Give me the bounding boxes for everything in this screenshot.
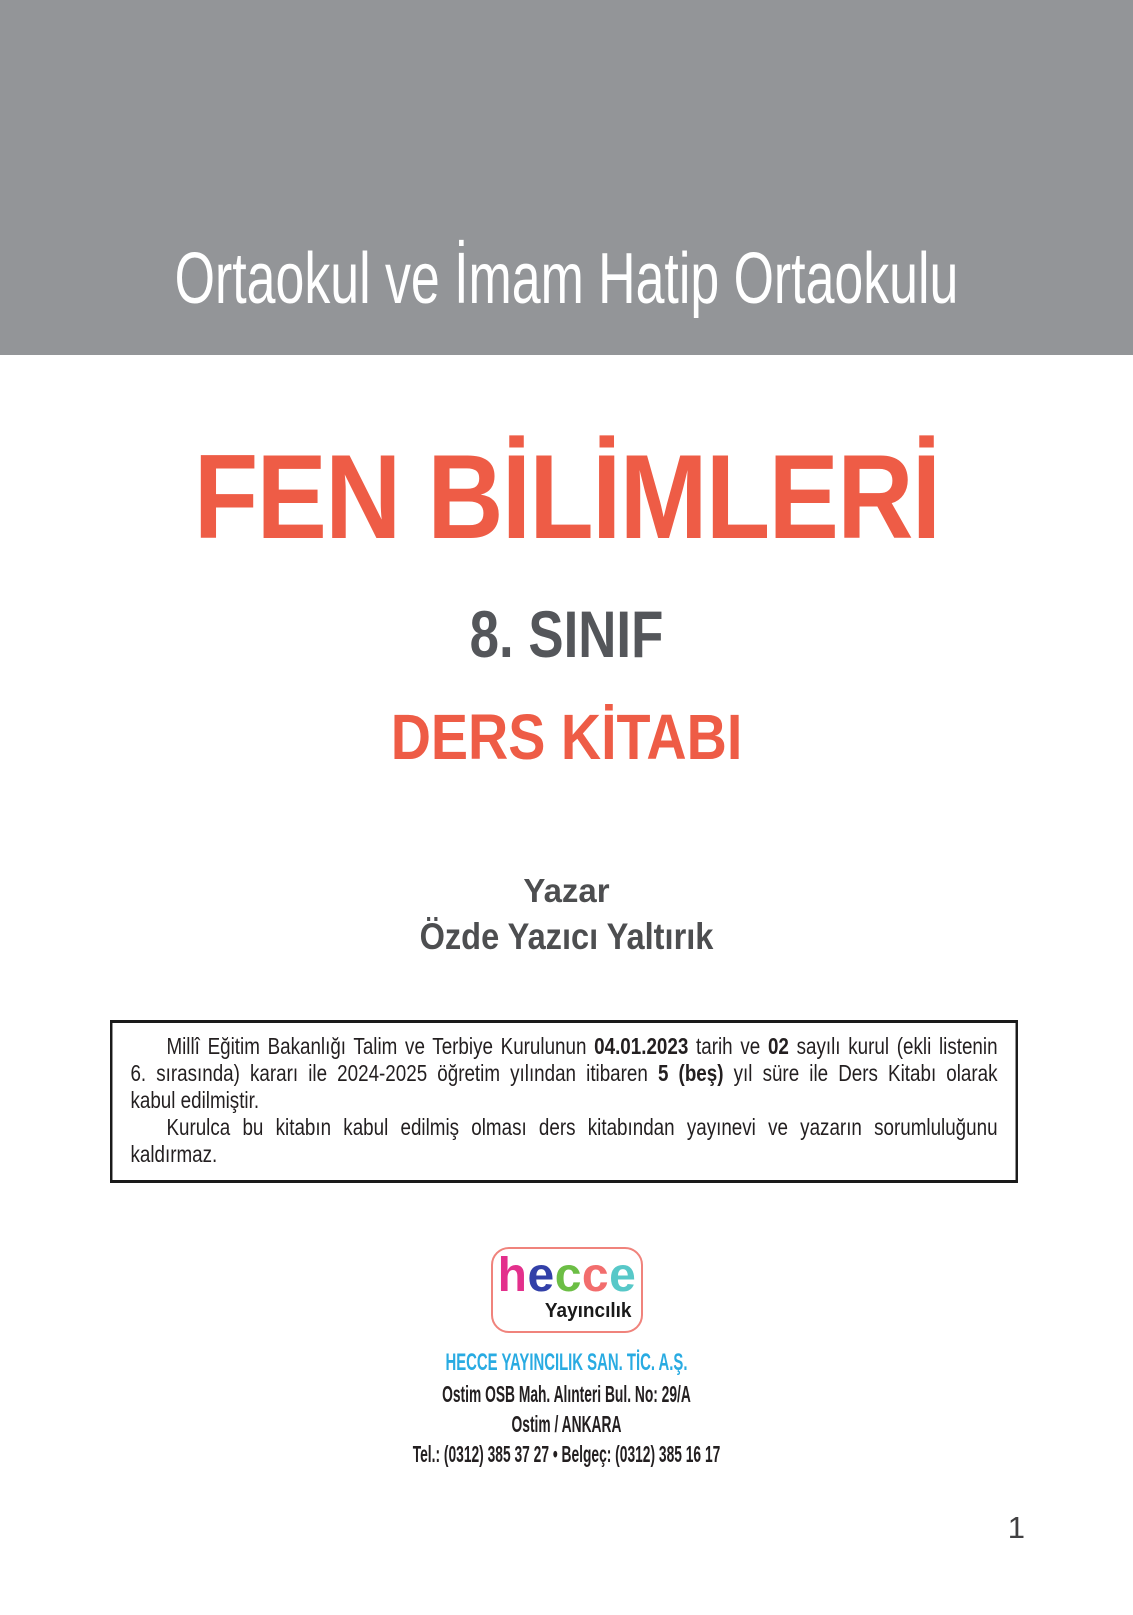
approval-text-segment: kaldırmaz.	[130, 1141, 218, 1167]
approval-text-segment: kabul edilmiştir.	[130, 1087, 260, 1113]
author-label: Yazar	[523, 872, 610, 909]
publisher-address-line: Ostim / ANKARA	[511, 1411, 622, 1437]
logo-letter: e	[527, 1249, 555, 1302]
hecce-logo-subtitle: Yayıncılık	[544, 1300, 632, 1322]
approval-text-line	[130, 1087, 997, 1114]
publisher-address-line: Tel.: (0312) 385 37 27 • Belgeç: (0312) 385 16 17	[412, 1441, 721, 1467]
approval-text-line	[130, 1033, 997, 1060]
hecce-publisher-logo	[491, 1247, 643, 1333]
approval-text-segment: 6. sırasında) kararı ile 2024-2025 öğretim yılından itibaren	[130, 1060, 658, 1086]
logo-letter: e	[609, 1249, 637, 1302]
top-banner	[0, 0, 1133, 355]
publisher-company-name: HECCE YAYINCILIK SAN. TİC. A.Ş.	[445, 1349, 688, 1376]
book-title: FEN BİLİMLERİ	[193, 430, 940, 564]
approval-bold-segment: 02	[767, 1033, 789, 1059]
author-name: Özde Yazıcı Yaltırık	[419, 916, 714, 957]
approval-text-segment: Millî Eğitim Bakanlığı Talim ve Terbiye Kurulunun	[166, 1033, 595, 1059]
page-number: 1	[1007, 1510, 1025, 1545]
approval-text-line	[130, 1060, 997, 1087]
approval-text-segment: tarih ve	[688, 1033, 768, 1059]
publisher-address-line: Ostim OSB Mah. Alınteri Bul. No: 29/A	[442, 1381, 691, 1407]
approval-text-segment: Kurulca bu kitabın kabul edilmiş olması ders kitabından yayınevi ve yazarın sorumluluğunu	[166, 1114, 998, 1140]
approval-notice-box	[110, 1020, 1018, 1183]
school-level-text: Ortaokul ve İmam Hatip Ortaokulu	[174, 239, 959, 319]
grade-label: 8. SINIF	[469, 597, 664, 671]
approval-text-segment: yıl süre ile Ders Kitabı olarak	[723, 1060, 998, 1086]
approval-bold-segment: 5 (beş)	[657, 1060, 724, 1086]
hecce-logo-wordmark	[493, 1249, 641, 1303]
logo-letter: h	[497, 1249, 528, 1302]
logo-letter: c	[554, 1249, 582, 1302]
approval-text-line	[130, 1141, 997, 1168]
approval-text-segment: sayılı kurul (ekli listenin	[788, 1033, 998, 1059]
approval-bold-segment: 04.01.2023	[594, 1033, 689, 1059]
logo-letter: c	[581, 1249, 610, 1302]
approval-text-line	[130, 1114, 997, 1141]
book-type-label: DERS KİTABI	[390, 701, 743, 773]
